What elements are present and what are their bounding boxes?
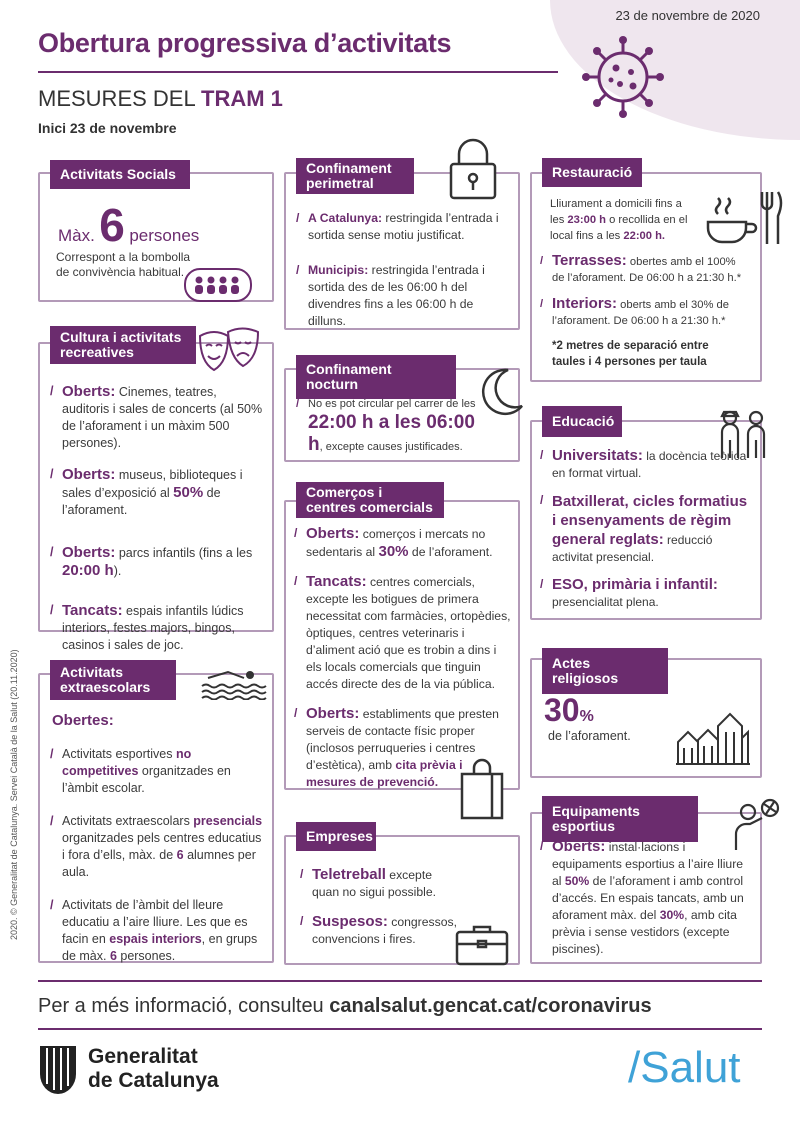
restauracio-note: *2 metres de separació entre taules i 4 persones per taula [552,340,709,368]
restauracio-delivery: Lliurament a domicili fins a les 23:00 h o recollida en el local fins a les 22:00 h. [550,198,688,242]
extra-list [50,746,265,965]
extra-item: / Activitats extraescolars presencials organitzades pels centres educatius i fora d’ells, màx. de 6 alumnes per aula. [50,813,265,881]
comercos-item: / Tancats: centres comercials, excepte les botigues de primera necessitat com farmàcies, ortopèdies, òptiques, centres veterinaris i d’aliment ació que es trobin a dins i els locals comercials que tinguin accés directe des de la via pública. [294,573,512,693]
cutlery-icon [758,190,784,246]
educacio-item: / ESO, primària i infantil: presencialitat plena. [540,576,750,611]
empreses-item: / Suspesos: congressos, convencions i fires. [300,913,460,948]
cultura-item: / Oberts: museus, biblioteques i sales d’exposició al 50% de l’aforament. [50,466,265,519]
start-date: Inici 23 de novembre [38,120,177,136]
salut-logo: /Salut [628,1043,741,1092]
restauracio-item: / Interiors: oberts amb el 30% de l’aforament. De 06:00 h a 21:30 h.* [540,296,750,329]
perimetral-item: / Municipis: restringida l’entrada i sortida des de les 06:00 h del divendres fins a les 06:00 h de dilluns. [296,262,510,330]
title-divider [38,71,558,73]
cultura-title: Cultura i activitats recreatives [50,326,196,364]
page-title: Obertura progressiva d’activitats [38,28,452,58]
perimetral-title: Confinament perimetral [296,158,414,194]
swimmer-icon [200,664,270,700]
info-link[interactable]: canalsalut.gencat.cat/coronavirus [329,995,652,1017]
extra-item: / Activitats esportives no competitives organitzades en l’àmbit escolar. [50,746,265,797]
empreses-list [300,866,460,948]
extra-lead: Obertes: [52,712,114,729]
educacio-title: Educació [542,406,622,437]
footer-divider-bottom [38,1028,762,1030]
esportius-list [540,838,755,958]
footer-divider-top [38,980,762,982]
theater-masks-icon [194,326,264,376]
extra-title: Activitats extraescolars [50,660,176,700]
educacio-list [540,447,750,611]
esportius-item: / Oberts: instal·lacions i equipaments esportius a l’aire lliure al 50% de l’aforament i amb control d’accés. En espais tancats, amb un aforament màx. del 30%, amb cita prèvia i sense vestidors (excepte piscines). [540,838,755,958]
briefcase-icon [454,922,510,966]
comercos-item: / Oberts: comerços i mercats no sedentaris al 30% de l’aforament. [294,525,512,561]
shopping-bag-icon [458,758,506,820]
page-subtitle: MESURES DEL TRAM 1 [38,86,283,111]
cultura-item: / Oberts: Cinemes, teatres, auditoris i sales de concerts (al 50% de l’aforament i un màxim 500 persones). [50,383,265,452]
more-info: Per a més informació, consulteu canalsalut.gencat.cat/coronavirus [38,995,652,1017]
generalitat-name: Generalitat de Catalunya [88,1045,219,1092]
extra-item: / Activitats de l’àmbit del lleure educatiu a l’aire lliure. Les que es facin en espais interiors, en grups de màx. 6 persones. [50,897,265,965]
lock-icon [445,136,501,202]
religiosos-text: de l’aforament. [548,729,631,743]
restauracio-list [540,253,750,329]
religiosos-title: Actes religiosos [542,648,668,694]
cultura-list [50,383,265,654]
virus-icon [578,32,668,122]
church-icon [674,710,752,766]
restauracio-item: / Terrasses: obertes amb el 100% de l’aforament. De 06:00 h a 21:30 h.* [540,253,750,286]
perimetral-list [296,210,510,330]
religiosos-pct: 30% [544,692,594,728]
educacio-item: / Universitats: la docència teòrica en format virtual. [540,447,750,482]
date-label: 23 de novembre de 2020 [615,8,760,23]
socials-max: Màx. 6 persones [58,199,200,251]
socials-note: Correspont a la bombolla de convivència habitual. [56,250,191,279]
cup-icon [704,194,758,246]
empreses-item: / Teletreball excepte quan no sigui possible. [300,866,460,901]
nocturn-item: / No es pot circular pel carrer de les 22:00 h a les 06:00 h, excepte causes justificades. [296,397,486,456]
esportius-title: Equipaments esportius [542,796,698,842]
restauracio-title: Restauració [542,158,642,187]
nocturn-text [296,397,486,456]
perimetral-item: / A Catalunya: restringida l’entrada i sortida sense motiu justificat. [296,210,510,244]
nocturn-title: Confinament nocturn [296,355,456,399]
comercos-list [294,525,512,791]
empreses-title: Empreses [296,822,376,851]
comercos-title: Comerços i centres comercials [296,482,444,518]
cultura-item: / Oberts: parcs infantils (fins a les 20:00 h). [50,544,265,580]
generalitat-logo-icon [38,1044,78,1096]
comercos-item: / Oberts: establiments que presten serveis de contacte físic proper (inclosos perruqueries i centres d’estètica), amb cita prèvia i mesures de prevenció. [294,705,512,791]
group-icon [184,268,252,302]
socials-title: Activitats Socials [50,160,190,189]
educacio-item: / Batxillerat, cicles formatius i ensenyaments de règim general reglats: reducció activitat presencial. [540,492,750,566]
copyright-note: 2020. © Generalitat de Catalunya. Servei Català de la Salut (20.11.2020) [9,649,19,940]
cultura-item: / Tancats: espais infantils lúdics interiors, festes majors, bingos, casinos i sales de joc. [50,602,265,654]
